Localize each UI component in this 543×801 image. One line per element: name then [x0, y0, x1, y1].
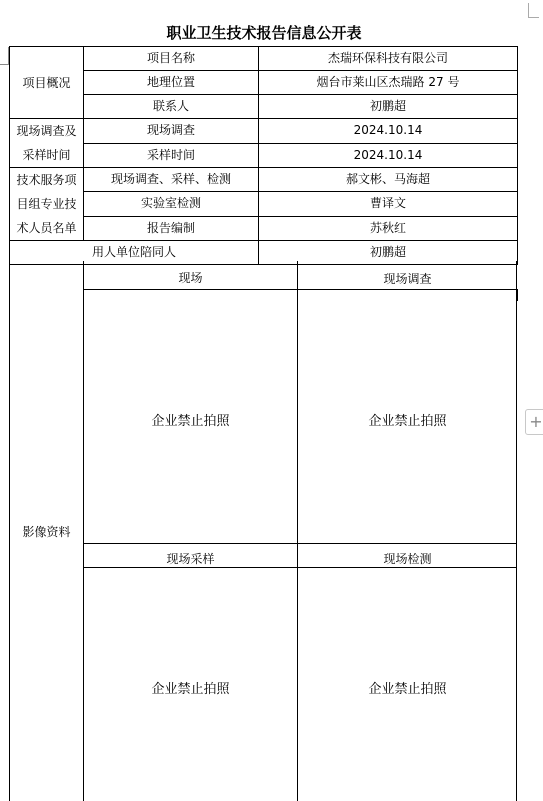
photo-placeholder-sampling: 企业禁止拍照: [151, 682, 230, 697]
photo-placeholder-testing: 企业禁止拍照: [368, 682, 447, 697]
images-section-label: 影像资料: [22, 525, 71, 539]
gallery-divider: [83, 567, 517, 568]
image-gallery: [9, 261, 517, 801]
panel-label-sampling: 现场采样: [166, 552, 215, 566]
sampling-date-value: 2024.10.14: [259, 143, 518, 168]
info-table: [9, 46, 518, 265]
table-row: [10, 119, 518, 144]
survey-section-label: [10, 119, 84, 168]
table-row: [10, 143, 518, 168]
escort-value: 初鹏超: [259, 241, 518, 265]
survey-label-line: 采样时间: [22, 148, 71, 162]
table-row: [10, 95, 518, 119]
page-corner-mark: [528, 3, 539, 18]
overview-section-label: 项目概况: [10, 47, 84, 119]
fieldwork-role-label: 现场调查、采样、检测: [84, 168, 259, 192]
text-cursor: [516, 289, 518, 301]
gallery-divider: [297, 261, 298, 801]
project-name-value: 杰瑞环保科技有限公司: [259, 47, 518, 71]
table-select-handle[interactable]: [0, 47, 9, 65]
gallery-divider: [83, 261, 84, 801]
contact-value: 初鹏超: [259, 95, 518, 119]
gallery-divider: [83, 543, 517, 544]
location-label: 地理位置: [84, 71, 259, 95]
survey-label-line: 现场调查及: [16, 124, 77, 138]
table-row: [10, 216, 518, 240]
contact-label: 联系人: [84, 95, 259, 119]
escort-label: 用人单位陪同人: [10, 241, 259, 265]
gallery-divider: [83, 289, 517, 290]
location-value: 烟台市莱山区杰瑞路 27 号: [259, 71, 518, 95]
table-row: [10, 71, 518, 95]
lab-role-value: 曹译文: [259, 192, 518, 216]
table-row: [10, 192, 518, 216]
photo-placeholder-survey: 企业禁止拍照: [368, 414, 447, 429]
project-name-label: 项目名称: [84, 47, 259, 71]
panel-label-testing: 现场检测: [383, 552, 432, 566]
survey-date-label: 现场调查: [84, 119, 259, 144]
sampling-date-label: 采样时间: [84, 143, 259, 168]
fieldwork-role-value: 郝文彬、马海超: [259, 168, 518, 192]
team-label-line: 目组专业技: [16, 197, 77, 211]
add-column-button[interactable]: +: [525, 409, 543, 435]
lab-role-label: 实验室检测: [84, 192, 259, 216]
report-role-label: 报告编制: [84, 216, 259, 240]
table-row: [10, 47, 518, 71]
photo-placeholder-site: 企业禁止拍照: [151, 414, 230, 429]
page-title: 职业卫生技术报告信息公开表: [166, 24, 362, 42]
team-label-line: 技术服务项: [16, 173, 77, 187]
panel-label-survey: 现场调查: [383, 272, 432, 286]
team-section-label: [10, 168, 84, 241]
team-label-line: 术人员名单: [16, 221, 77, 235]
table-row: [10, 168, 518, 192]
panel-label-site: 现场: [178, 271, 203, 285]
survey-date-value: 2024.10.14: [259, 119, 518, 144]
report-role-value: 苏秋红: [259, 216, 518, 240]
